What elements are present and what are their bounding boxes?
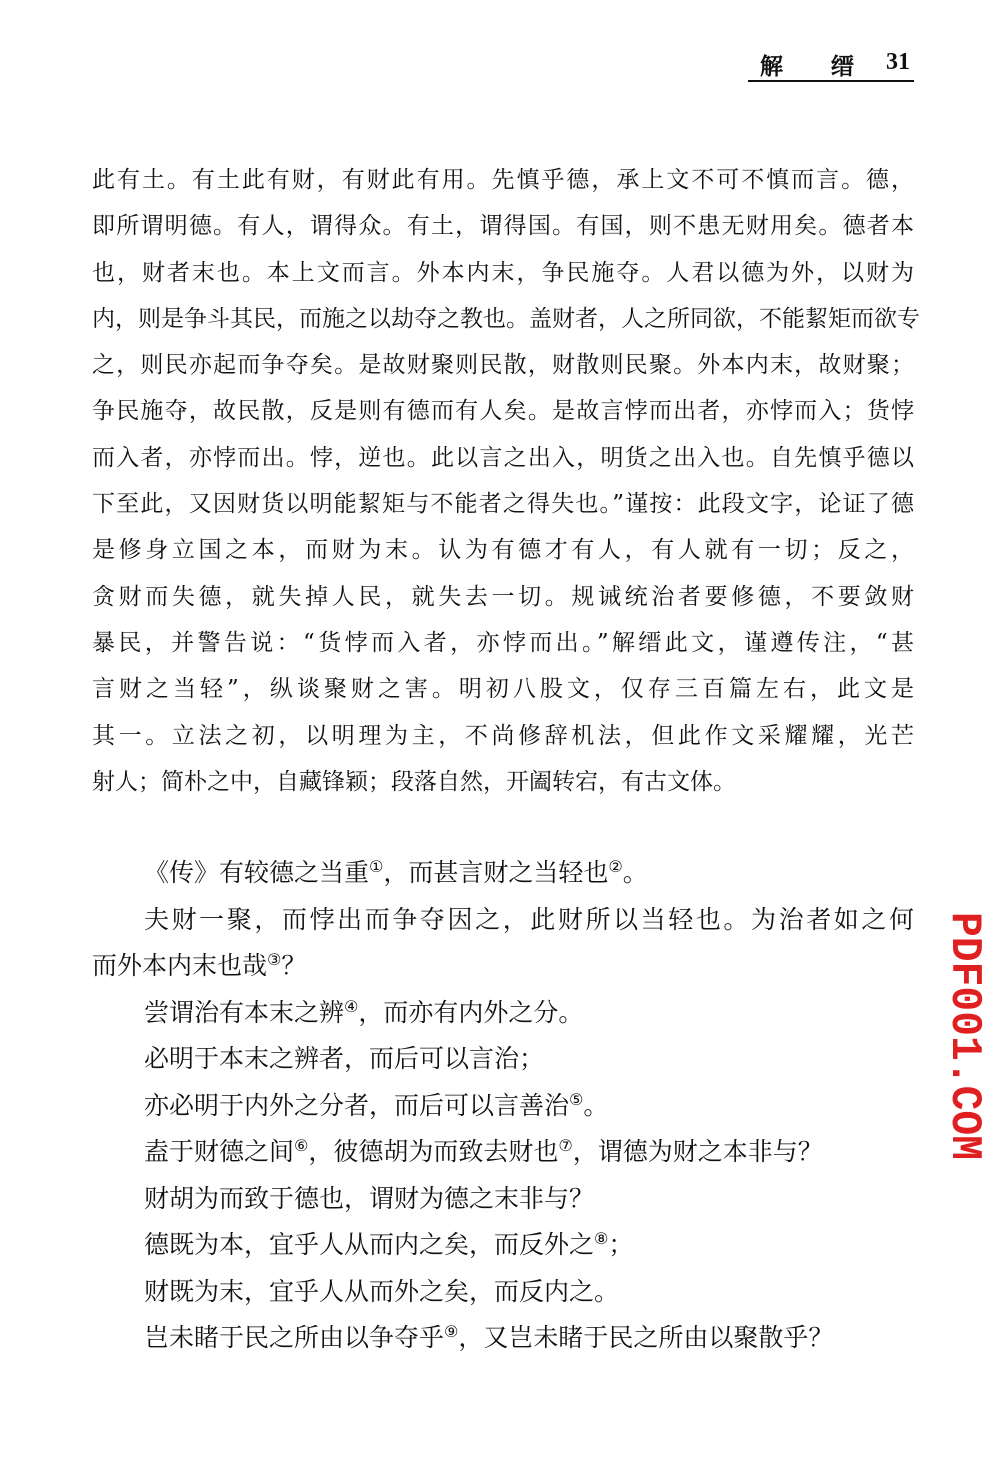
footnote-marker: ⑤ bbox=[569, 1089, 584, 1109]
footnote-marker: ⑨ bbox=[444, 1322, 459, 1341]
essay-text-run: ，彼德胡为而致去财也 bbox=[308, 1137, 559, 1166]
header-title: 解 缙 bbox=[760, 53, 875, 80]
essay-text-run: 盍于财德之间 bbox=[144, 1137, 295, 1166]
running-header bbox=[748, 46, 914, 82]
footnote-marker: ④ bbox=[344, 996, 359, 1016]
watermark-graphic bbox=[939, 912, 990, 1177]
essay-text-run: 岂未睹于民之所由以争夺乎 bbox=[144, 1323, 445, 1352]
essay-line bbox=[92, 1315, 914, 1362]
footnote-marker: ③ bbox=[267, 950, 282, 969]
essay-line bbox=[92, 943, 914, 990]
essay-line: 财胡为而致于德也，谓财为德之末非与？ bbox=[144, 1183, 595, 1213]
footnote-marker: ② bbox=[608, 857, 623, 876]
commentary-line: 内，则是争斗其民，而施之以劫夺之教也。盖财者，人之所同欲，不能絜矩而欲专 bbox=[92, 305, 920, 332]
essay-line: 必明于本末之辨者，而后可以言治； bbox=[144, 1044, 545, 1073]
essay-text-run: 尝谓治有本末之辨 bbox=[144, 997, 345, 1027]
commentary-line: 言财之当轻”，纵谈聚财之害。明初八股文，仅存三百篇左右，此文是 bbox=[92, 676, 914, 703]
essay-line bbox=[92, 1129, 914, 1176]
footnote-marker: ⑧ bbox=[594, 1229, 609, 1248]
commentary-line: 而入者，亦悖而出。悖，逆也。此以言之出入，明货之出入也。自先慎乎德以 bbox=[92, 444, 914, 471]
commentary-line: 贪财而失德，就失掉人民，就失去一切。规诫统治者要修德，不要敛财 bbox=[92, 583, 914, 610]
essay-text-run: 。 bbox=[622, 858, 648, 887]
commentary-line: 即所谓明德。有人，谓得众。有土，谓得国。有国，则不患无财用矣。德者本 bbox=[92, 213, 914, 240]
commentary-line: 也，财者末也。本上文而言。外本内末，争民施夺。人君以德为外，以财为 bbox=[92, 259, 914, 286]
essay-line bbox=[92, 990, 914, 1037]
watermark bbox=[939, 912, 990, 1177]
essay-text-run: 亦必明于内外之分者，而后可以言善治 bbox=[144, 1090, 570, 1120]
commentary-line: 暴民，并警告说：“货悖而入者，亦悖而出。”解缙此文，谨遵传注，“甚 bbox=[92, 629, 914, 656]
commentary-line: 下至此，又因财货以明能絜矩与不能者之得失也。”谨按：此段文字，论证了德 bbox=[92, 491, 914, 518]
essay-line: 夫财一聚，而悖出而争夺因之，此财所以当轻也。为治者如之何 bbox=[144, 904, 914, 934]
essay-text bbox=[92, 850, 914, 1362]
essay-text-run: 德既为本，宜乎人从而内之矣，而反外之 bbox=[144, 1230, 595, 1259]
footnote-marker: ⑥ bbox=[294, 1136, 309, 1155]
commentary-line: 是修身立国之本，而财为末。认为有德才有人，有人就有一切；反之， bbox=[92, 537, 914, 564]
essay-text-run: ，而甚言财之当轻也 bbox=[383, 858, 609, 887]
essay-line bbox=[92, 850, 914, 897]
essay-text-run: ，又岂未睹于民之所由以聚散乎？ bbox=[458, 1323, 834, 1352]
commentary-line: 之，则民亦起而争夺矣。是故财聚则民散，财散则民聚。外本内末，故财聚； bbox=[92, 352, 914, 379]
essay-line: 财既为末，宜乎人从而外之矣，而反内之。 bbox=[144, 1276, 620, 1306]
essay-text-run: ？ bbox=[281, 951, 307, 980]
commentary-line: 此有土。有土此有财，有财此有用。先慎乎德，承上文不可不慎而言。德， bbox=[92, 167, 914, 193]
essay-line bbox=[92, 1083, 914, 1130]
essay-text-run: ，谓德为财之本非与？ bbox=[572, 1137, 823, 1166]
page-number: 31 bbox=[886, 49, 910, 75]
essay-text-run: 。 bbox=[583, 1090, 609, 1120]
footnote-marker: ① bbox=[369, 857, 384, 876]
commentary-line: 争民施夺，故民散，反是则有德而有人矣。是故言悖而出者，亦悖而入；货悖 bbox=[92, 398, 914, 425]
watermark-text: PDF001.COM bbox=[939, 912, 989, 1177]
essay-text-run: 而外本内末也哉 bbox=[92, 951, 268, 980]
footnote-marker: ⑦ bbox=[558, 1136, 573, 1155]
essay-text-run: ； bbox=[608, 1230, 634, 1259]
commentary-line: 其一。立法之初，以明理为主，不尚修辞机法，但此作文采耀耀，光芒 bbox=[92, 722, 914, 749]
essay-line bbox=[92, 1222, 914, 1269]
essay-text-run: ，而亦有内外之分。 bbox=[358, 997, 584, 1027]
commentary-line: 射人；简朴之中，自藏锋颖；段落自然，开阖转宕，有古文体。 bbox=[92, 768, 736, 795]
commentary-block bbox=[92, 157, 920, 805]
essay-text-run: 《传》有较德之当重 bbox=[144, 858, 370, 887]
